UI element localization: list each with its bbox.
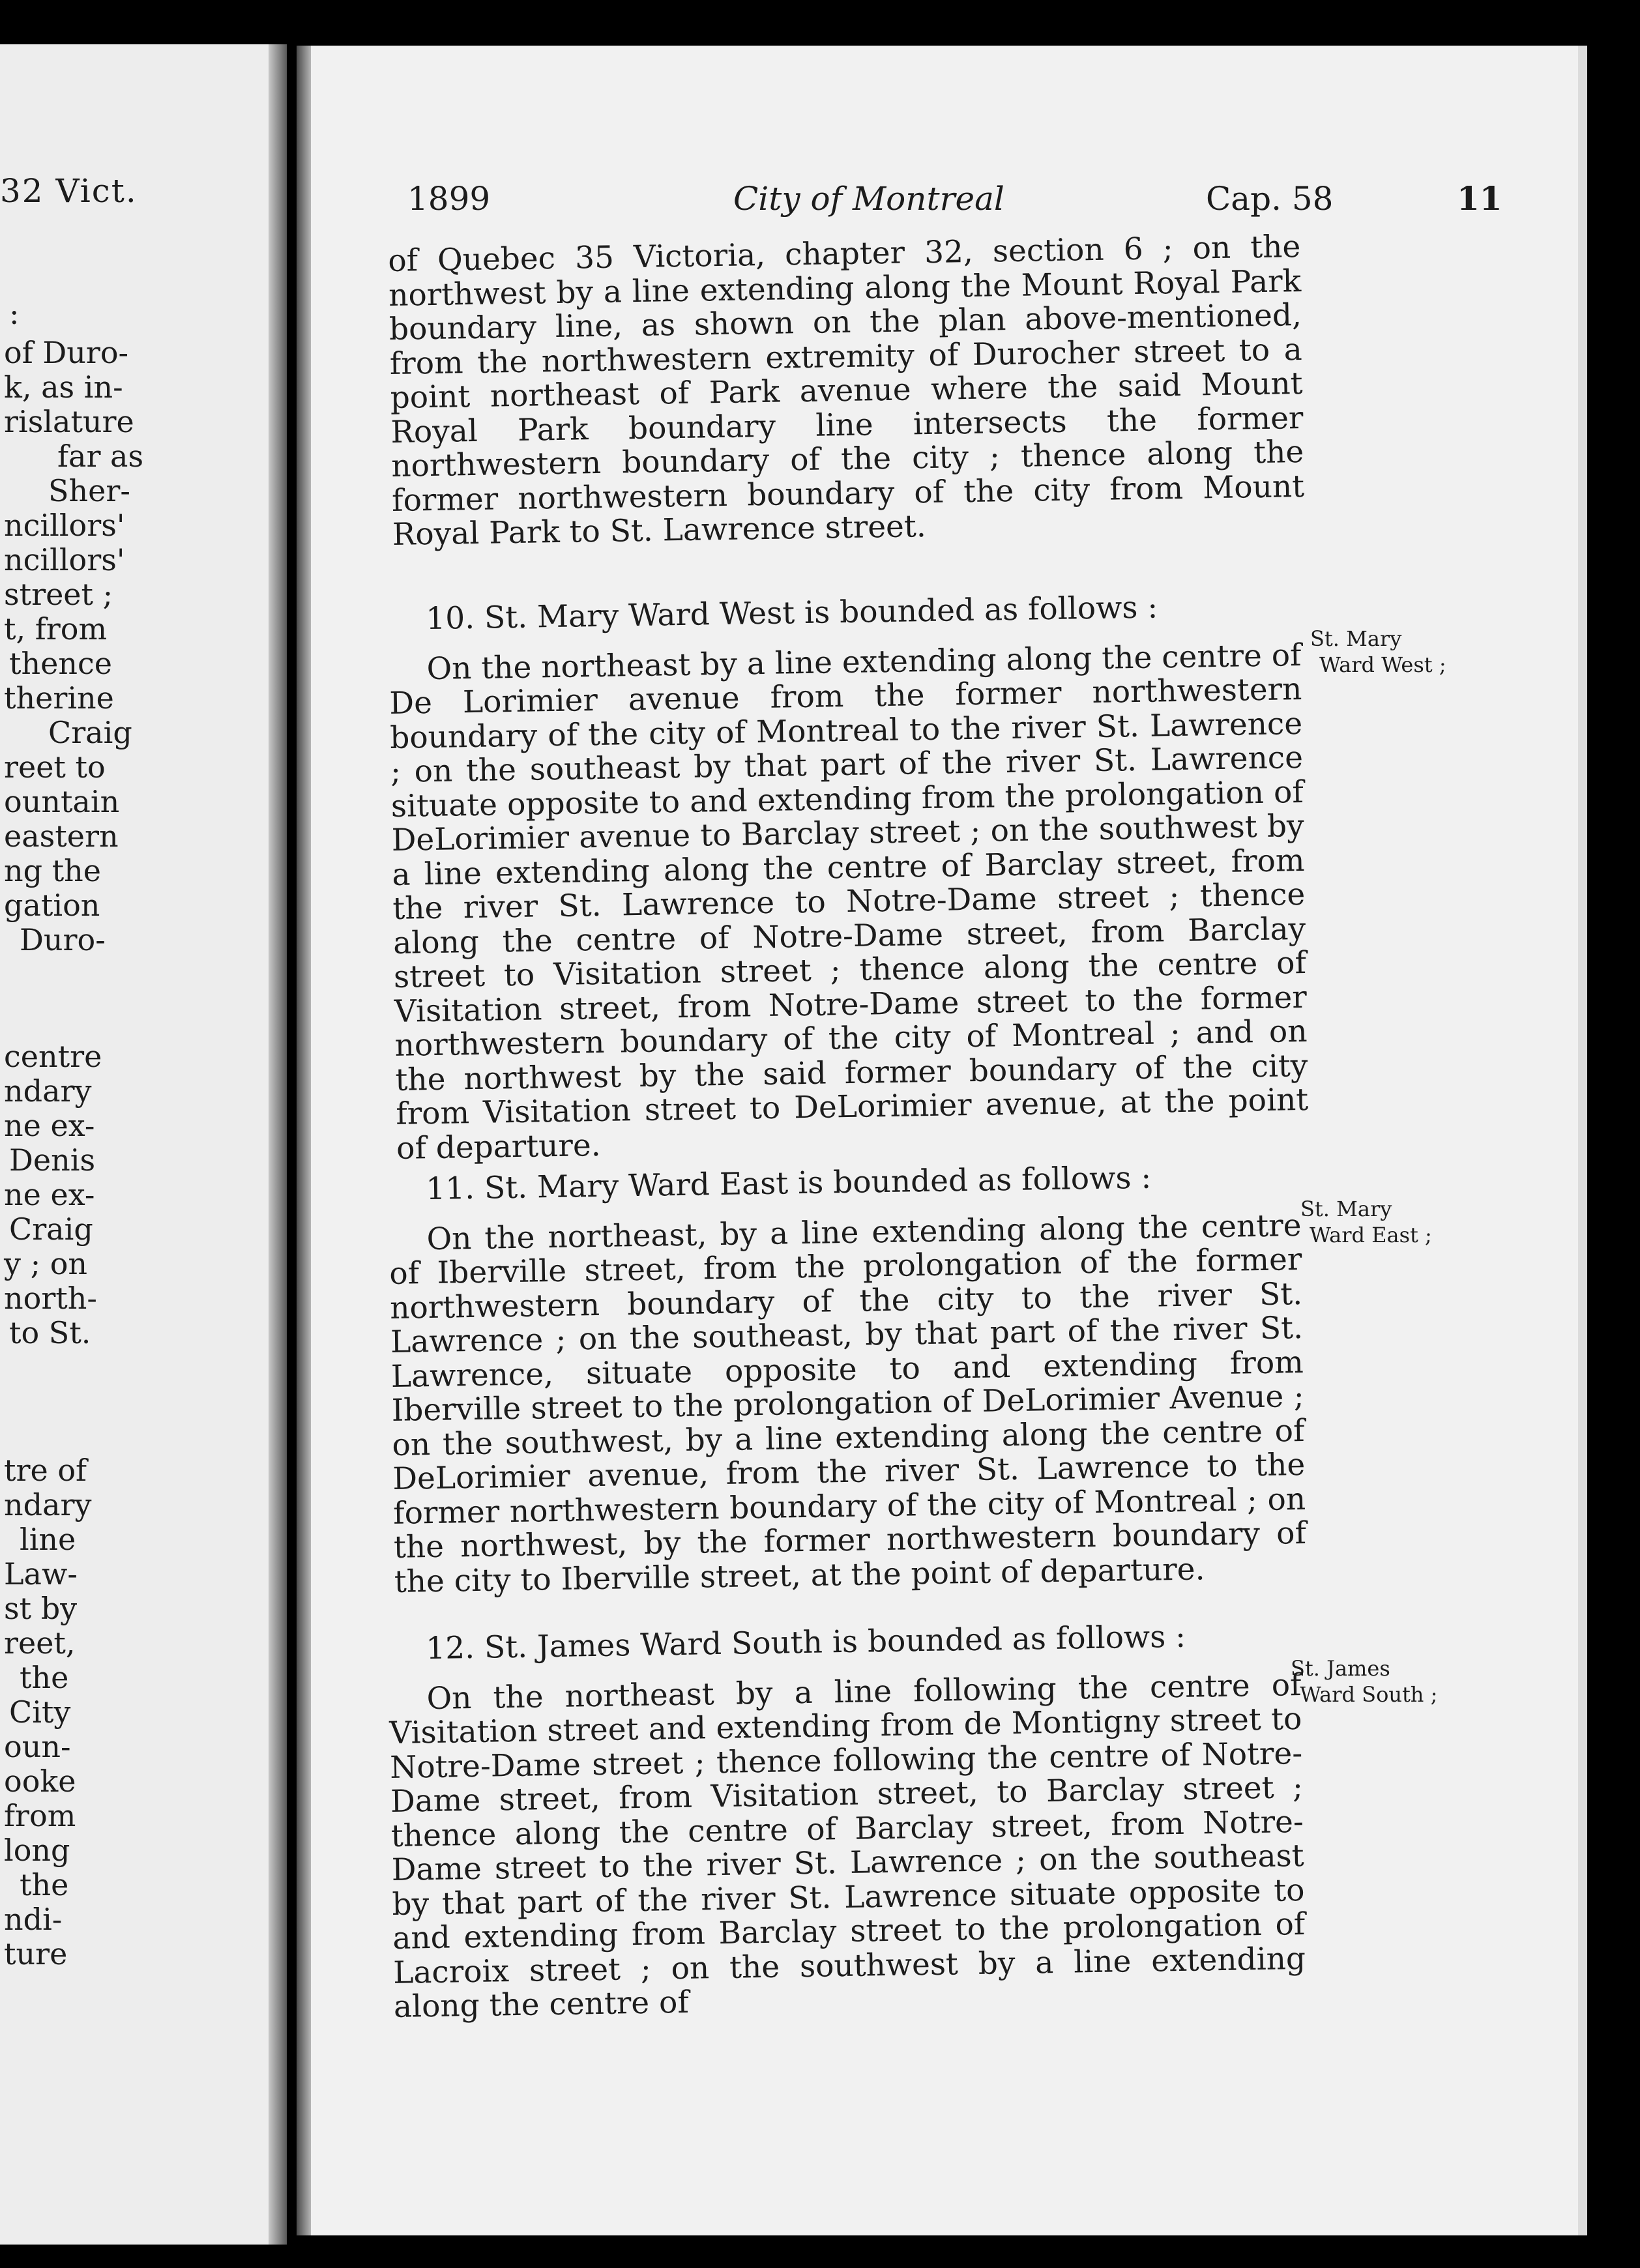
left-column-line: ne ex- [4, 1177, 95, 1212]
section-st-james-ward-south [388, 1618, 1306, 2024]
section-continuation [388, 230, 1305, 552]
left-column-line: tre of [4, 1453, 87, 1488]
left-column-line: from [4, 1798, 76, 1833]
left-column-line: of Duro- [4, 335, 129, 370]
left-column-line: ountain [4, 784, 120, 819]
left-column-line: Denis [9, 1142, 96, 1178]
left-column-line: ndary [4, 1487, 92, 1522]
left-page-header: 32 Vict. [0, 172, 138, 210]
left-column-line: thence [9, 646, 112, 681]
left-column-line: therine [4, 680, 114, 716]
left-column-line: to St. [9, 1315, 91, 1350]
left-column-line: : [9, 296, 20, 331]
left-column-line: rislature [4, 404, 134, 439]
section-heading: 12. St. James Ward South is bounded as follows : [425, 1618, 1186, 1667]
section-heading: 11. St. Mary Ward East is bounded as follows : [425, 1159, 1152, 1208]
left-column-line: reet, [4, 1625, 76, 1661]
left-column-line: t, from [4, 611, 108, 647]
left-column-line: Craig [9, 1212, 93, 1247]
margin-note-line: St. James [1291, 1656, 1390, 1681]
section-paragraph: On the northeast, by a line extending along the centre of Iberville street, from the prolongation of the former northwestern boundary of the city to the river St. Lawrence ; on the southeast, by that part of the river St. Lawrence, situate opposite to and extending from Iberville street to the prolongation of DeLorimier Avenue ; on the southwest, by a line extending along the centre of DeLorimier avenue, from the river St. Lawrence to the former northwestern boundary of the city of Montreal ; on the northwest, by the former northwestern boundary of the city to Iberville street, at the point of departure. [388, 1207, 1307, 1600]
left-column-line: reet to [4, 749, 106, 785]
section-paragraph: On the northeast by a line following the centre of Visitation street and extending from de Montigny street to Notre-Dame street ; thence following the centre of Notre-Dame street, from Visitation street, to Barclay street ; thence along the centre of Barclay street, from Notre-Dame street to the river St. Lawrence ; on the southeast by that part of the river St. Lawrence situate opposite to and extending from Barclay street to the prolongation of Lacroix street ; on the southwest by a line extending along the centre of [388, 1666, 1306, 2025]
margin-note-line: Ward East ; [1310, 1223, 1432, 1247]
binding-shadow [297, 46, 311, 2235]
margin-note-line: Ward South ; [1300, 1682, 1438, 1707]
left-facing-page [0, 44, 287, 2245]
left-column-line: street ; [4, 577, 113, 612]
left-column-line: oun- [4, 1729, 71, 1764]
left-column-line: Law- [4, 1556, 78, 1592]
left-column-line: long [4, 1833, 70, 1868]
margin-note-st-mary-east [1300, 1196, 1522, 1248]
margin-note-st-james-south [1291, 1655, 1512, 1708]
left-column-line: Craig [48, 715, 132, 750]
left-column-line: the [20, 1660, 69, 1695]
left-column-line: gation [4, 888, 100, 923]
page-gutter-shadow [269, 44, 287, 2245]
left-column-line: the [20, 1867, 69, 1902]
left-column-line: ncillors' [4, 508, 125, 543]
left-column-line: ooke [4, 1764, 76, 1799]
left-column-line: ng the [4, 853, 102, 888]
left-column-line: st by [4, 1591, 78, 1626]
margin-note-line: St. Mary [1300, 1197, 1392, 1221]
left-column-line: ture [4, 1936, 68, 1971]
page-edge [1578, 46, 1587, 2235]
left-column-line: Duro- [20, 922, 106, 957]
left-column-line: ndi- [4, 1902, 63, 1937]
section-st-mary-ward-west [388, 589, 1309, 1166]
left-column-line: ndary [4, 1073, 92, 1109]
running-header-chapter: Cap. 58 [1206, 180, 1334, 218]
left-column-line: eastern [4, 819, 119, 854]
left-column-line: centre [4, 1039, 102, 1074]
margin-note-line: Ward West ; [1319, 652, 1446, 677]
section-st-mary-ward-east [388, 1159, 1307, 1599]
section-paragraph: On the northeast by a line extending along the centre of De Lorimier avenue from the former northwestern boundary of the city of Montreal to the river St. Lawrence ; on the southeast by that part of the river St. Lawrence situate opposite to and extending from the prolongation of DeLorimier avenue to Barclay street ; on the southwest by a line extending along the centre of Barclay street, from the river St. Lawrence to Notre-Dame street ; thence along the centre of Notre-Dame street, from Barclay street to Visitation street ; thence along the centre of Visitation street, from Notre-Dame street to the former northwestern boundary of the city of Montreal ; and on the northwest by the said former boundary of the city from Visitation street to DeLorimier avenue, at the point of departure. [388, 637, 1309, 1167]
section-heading: 10. St. Mary Ward West is bounded as follows : [425, 589, 1158, 637]
left-column-line: y ; on [4, 1246, 88, 1281]
running-header-year: 1899 [407, 180, 491, 218]
left-column-line: far as [57, 439, 144, 474]
running-header-title: City of Montreal [733, 180, 1004, 218]
left-column-line: ne ex- [4, 1108, 95, 1143]
left-column-line: k, as in- [4, 370, 123, 405]
margin-note-st-mary-west [1310, 626, 1532, 678]
left-column-line: City [9, 1694, 71, 1730]
right-page [297, 46, 1587, 2235]
left-column-line: north- [4, 1281, 97, 1316]
left-column-line: Sher- [48, 473, 130, 508]
left-column-line: line [20, 1522, 76, 1557]
section-paragraph: of Quebec 35 Victoria, chapter 32, section 6 ; on the northwest by a line extending along the Mount Royal Park boundary line, as shown on the plan above-mentioned, from the northwestern extremity of Durocher street to a point northeast of Park avenue where the said Mount Royal Park boundary line intersects the former northwestern boundary of the city ; thence along the former northwestern boundary of the city from Mount Royal Park to St. Lawrence street. [387, 229, 1305, 553]
page-number: 11 [1457, 179, 1502, 218]
left-column-line: ncillors' [4, 542, 125, 577]
margin-note-line: St. Mary [1310, 626, 1402, 651]
